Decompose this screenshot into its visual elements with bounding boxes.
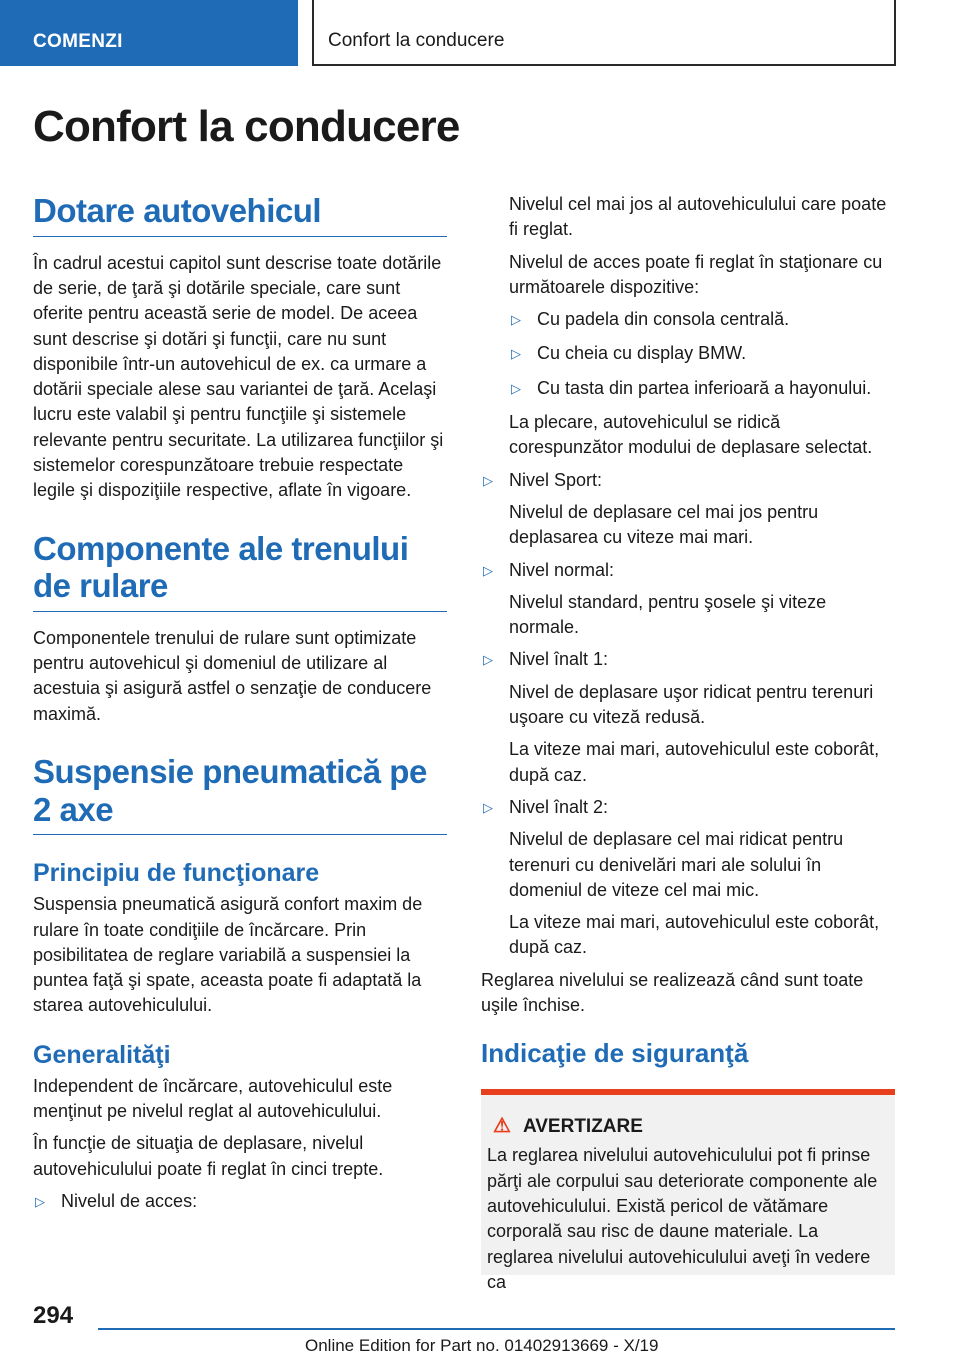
note-inalt-1: La viteze mai mari, autovehiculul este coborât, după caz. [509, 739, 880, 785]
page-header [0, 0, 960, 66]
triangle-bullet-icon: ▷ [35, 1193, 45, 1209]
list-item-device: ▷ Cu padela din consola centrală. [509, 307, 895, 332]
triangle-bullet-icon: ▷ [483, 472, 493, 488]
list-item-nivel-acces: ▷ Nivelul de acces: [33, 1189, 447, 1214]
paragraph-acces-2: Nivelul de acces poate fi reglat în staţionare cu următoarele dispozitive: [509, 251, 883, 297]
paragraph-sport: Nivelul de deplasare cel mai jos pentru deplasarea cu viteze mai mari. [509, 501, 819, 548]
heading-generalitati: Generalităţi [33, 1040, 171, 1069]
list-item-device: ▷ Cu cheia cu display BMW. [509, 341, 895, 366]
right-column [481, 192, 895, 1292]
list-item-device: ▷ Cu tasta din partea inferioară a hayonului. [509, 376, 895, 401]
note-inalt-2: La viteze mai mari, autovehiculul este coborât, după caz. [509, 912, 880, 958]
heading-suspensie: Suspensie pneumatică pe 2 axe [33, 753, 447, 835]
triangle-bullet-icon: ▷ [483, 799, 493, 815]
warning-title: ⚠ AVERTIZARE [493, 1115, 643, 1138]
list-item-nivel-sport: ▷ Nivel Sport: Nivelul de deplasare cel mai jos pentru deplasarea cu viteze mai mari. [481, 468, 895, 551]
paragraph-componente: Componentele trenului de rulare sunt optimizate pentru autovehicul şi domeniul de utilizare al acestuia şi asigură astfel o senzaţie de conducere maximă. [33, 627, 432, 724]
paragraph-acces-1: Nivelul cel mai jos al autovehiculului care poate fi reglat. [509, 194, 887, 240]
paragraph-inalt-2: Nivelul de deplasare cel mai ridicat pentru terenuri cu denivelări mari ale solului în domeniul de viteze cel mai mic. [509, 829, 844, 900]
page-title: Confort la conducere [33, 102, 460, 151]
paragraph-normal: Nivelul standard, pentru şosele şi viteze normale. [509, 591, 827, 638]
footer-divider [98, 1328, 895, 1330]
chapter-title: Confort la conducere [312, 0, 896, 66]
section-tab[interactable]: COMENZI [0, 0, 298, 66]
triangle-bullet-icon: ▷ [511, 312, 521, 328]
triangle-bullet-icon: ▷ [511, 346, 521, 362]
triangle-bullet-icon: ▷ [483, 562, 493, 578]
warning-box [481, 1089, 895, 1292]
paragraph-closing: Reglarea nivelului se realizează când sunt toate uşile închise. [481, 969, 864, 1016]
heading-siguranta: Indicaţie de siguranţă [481, 1038, 749, 1069]
paragraph-principiu: Suspensia pneumatică asigură confort maxim de rulare în toate condiţiile de încărcare. Prin posibilitatea de reglare variabilă a suspensiei la puntea faţă şi spate, aceasta poate fi adaptată la starea autovehiculului. [33, 894, 423, 1016]
triangle-bullet-icon: ▷ [511, 380, 521, 396]
paragraph-dotare: În cadrul acestui capitol sunt descrise toate dotările de serie, de ţară şi dotările speciale, care sunt oferite pentru această serie de model. De aceea sunt descrise şi dotări şi funcţii, care nu sunt disponibile într-un autovehicul de ex. ca urmare a dotării speciale alese sau variantei de ţară. Acelaşi lucru este valabil şi pentru funcţiile şi sistemele relevante pentru securitate. La utilizarea funcţiilor şi sistemelor corespunzătoare trebuie respectate legile şi dispoziţiile respective, aflate în vigoare. [33, 252, 444, 501]
list-item-nivel-inalt-1: ▷ Nivel înalt 1: Nivel de deplasare uşor ridicat pentru terenuri uşoare cu viteză redusă. La viteze mai mari, autovehiculul este coborât, după caz. [481, 647, 895, 787]
paragraph-inalt-1: Nivel de deplasare uşor ridicat pentru terenuri uşoare cu viteză redusă. [509, 681, 874, 728]
left-column [33, 192, 447, 1221]
warning-text: La reglarea nivelului autovehiculului pot fi prinse părţi ale corpului sau deteriorate componente ale autovehiculului. Există pericol de vătămare corporală sau risc de daune materiale. La reglarea nivelului autovehiculului aveţi în vedere ca [487, 1145, 878, 1292]
heading-principiu: Principiu de funcţionare [33, 859, 320, 888]
paragraph-acces-3: La plecare, autovehiculul se ridică corespunzător modului de deplasare selectat. [509, 412, 873, 458]
heading-componente: Componente ale trenului de rulare [33, 530, 447, 612]
triangle-bullet-icon: ▷ [483, 652, 493, 668]
warning-triangle-icon: ⚠ [493, 1115, 511, 1138]
heading-dotare: Dotare autovehicul [33, 192, 447, 237]
page-number: 294 [33, 1302, 74, 1329]
footer-edition: Online Edition for Part no. 01402913669 - X/19 [305, 1336, 659, 1355]
list-item-nivel-inalt-2: ▷ Nivel înalt 2: Nivelul de deplasare cel mai ridicat pentru terenuri cu denivelări mari ale solului în domeniul de viteze cel mai mic. La viteze mai mari, autovehiculul este coborât, după caz. [481, 795, 895, 961]
paragraph-generalitati-1: Independent de încărcare, autovehiculul este menţinut pe nivelul reglat al autovehiculului. [33, 1075, 393, 1121]
list-item-nivel-normal: ▷ Nivel normal: Nivelul standard, pentru şosele şi viteze normale. [481, 558, 895, 641]
paragraph-generalitati-2: În funcţie de situaţia de deplasare, nivelul autovehiculului poate fi reglat în cinci trepte. [33, 1133, 384, 1179]
